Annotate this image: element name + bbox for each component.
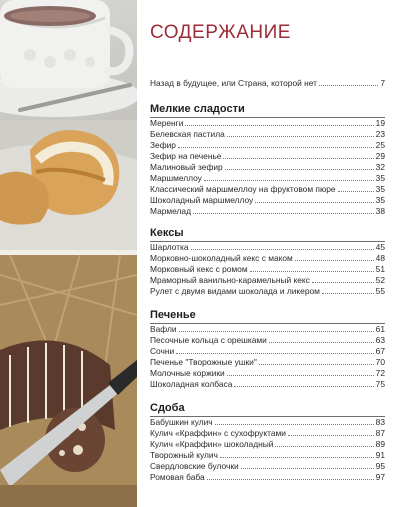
entry-page: 38 <box>375 206 385 216</box>
entry-page: 75 <box>375 379 385 389</box>
entry-page: 52 <box>375 275 385 285</box>
section-heading: Сдоба <box>150 402 185 414</box>
entry-page: 48 <box>375 253 385 263</box>
entry-title: Свердловские булочки <box>150 461 239 471</box>
dot-leader <box>193 213 374 214</box>
entry-title: Классический маршмеллоу на фруктовом пюре <box>150 184 336 194</box>
entry-title: Молочные коржики <box>150 368 225 378</box>
dot-leader <box>191 249 374 250</box>
entry-title: Ромовая баба <box>150 472 205 482</box>
entry-title: Шоколадная колбаса <box>150 379 233 389</box>
toc-entry-intro <box>150 76 385 89</box>
entry-title: Песочные кольца с орешками <box>150 335 267 345</box>
section-heading: Кексы <box>150 227 184 239</box>
entry-page: 35 <box>375 184 385 194</box>
entry-title: Кулич «Краффин» шоколадный <box>150 439 274 449</box>
entry-page: 25 <box>375 140 385 150</box>
entry-title: Вафли <box>150 324 177 334</box>
dot-leader <box>178 147 374 148</box>
entry-title: Рулет с двумя видами шоколада и ликером <box>150 286 320 296</box>
entry-page: 19 <box>375 118 385 128</box>
dot-leader <box>312 282 374 283</box>
entry-title: Зефир на печенье <box>150 151 222 161</box>
dot-leader <box>223 158 373 159</box>
entry-title: Шарлотка <box>150 242 189 252</box>
page-title: СОДЕРЖАНИЕ <box>150 22 291 43</box>
entry-title: Печенье "Творожные ушки" <box>150 357 257 367</box>
entry-page: 32 <box>375 162 385 172</box>
dot-leader <box>295 260 374 261</box>
entry-page: 45 <box>375 242 385 252</box>
dot-leader <box>225 169 374 170</box>
entry-page: 51 <box>375 264 385 274</box>
entry-title: Мраморный ванильно-карамельный кекс <box>150 275 310 285</box>
entry-title: Назад в будущее, или Страна, которой нет <box>150 78 317 88</box>
dot-leader <box>322 293 374 294</box>
photo-chocolate-salami <box>0 255 137 507</box>
entry-title: Кулич «Краффин» с сухофруктами <box>150 428 286 438</box>
entry-page: 89 <box>375 439 385 449</box>
dot-leader <box>338 191 374 192</box>
entry-page: 63 <box>375 335 385 345</box>
entry-title: Маршмеллоу <box>150 173 202 183</box>
table-of-contents <box>150 0 385 507</box>
dot-leader <box>255 202 373 203</box>
entry-title: Белевская пастила <box>150 129 225 139</box>
entry-page: 35 <box>375 195 385 205</box>
dot-leader <box>220 457 374 458</box>
entry-title: Сочни <box>150 346 175 356</box>
dot-leader <box>207 479 374 480</box>
entry-title: Морковно-шоколадный кекс с маком <box>150 253 293 263</box>
entry-page: 35 <box>375 173 385 183</box>
entry-page: 83 <box>375 417 385 427</box>
entry-page: 97 <box>375 472 385 482</box>
toc-entry <box>150 284 385 297</box>
entry-title: Малиновый зефир <box>150 162 223 172</box>
entry-title: Творожный кулич <box>150 450 218 460</box>
entry-title: Шоколадный маршмеллоу <box>150 195 254 205</box>
entry-page: 95 <box>375 461 385 471</box>
toc-entry <box>150 377 385 390</box>
entry-title: Бабушкин кулич <box>150 417 213 427</box>
entry-page: 29 <box>375 151 385 161</box>
dot-leader <box>204 180 374 181</box>
dot-leader <box>250 271 374 272</box>
entry-page: 72 <box>375 368 385 378</box>
section-heading: Мелкие сладости <box>150 103 245 115</box>
tea-cookies-illustration <box>0 0 137 255</box>
toc-entry <box>150 470 385 483</box>
entry-page: 70 <box>375 357 385 367</box>
dot-leader <box>227 375 374 376</box>
dot-leader <box>259 364 374 365</box>
section-heading: Печенье <box>150 309 196 321</box>
dot-leader <box>179 331 374 332</box>
entry-page: 7 <box>380 78 385 88</box>
photo-column <box>0 0 137 507</box>
entry-page: 67 <box>375 346 385 356</box>
entry-page: 23 <box>375 129 385 139</box>
dot-leader <box>288 435 374 436</box>
dot-leader <box>215 424 374 425</box>
entry-title: Морковный кекс с ромом <box>150 264 248 274</box>
entry-title: Мармелад <box>150 206 191 216</box>
dot-leader <box>319 85 378 86</box>
entry-title: Меренги <box>150 118 184 128</box>
dot-leader <box>227 136 374 137</box>
chocolate-salami-illustration <box>0 255 137 507</box>
entry-page: 61 <box>375 324 385 334</box>
photo-tea-and-cookies <box>0 0 137 255</box>
entry-page: 87 <box>375 428 385 438</box>
toc-entry <box>150 204 385 217</box>
dot-leader <box>234 386 373 387</box>
dot-leader <box>269 342 374 343</box>
entry-title: Зефир <box>150 140 176 150</box>
dot-leader <box>275 446 373 447</box>
dot-leader <box>185 125 373 126</box>
entry-page: 91 <box>375 450 385 460</box>
dot-leader <box>176 353 373 354</box>
entry-page: 55 <box>375 286 385 296</box>
dot-leader <box>241 468 374 469</box>
